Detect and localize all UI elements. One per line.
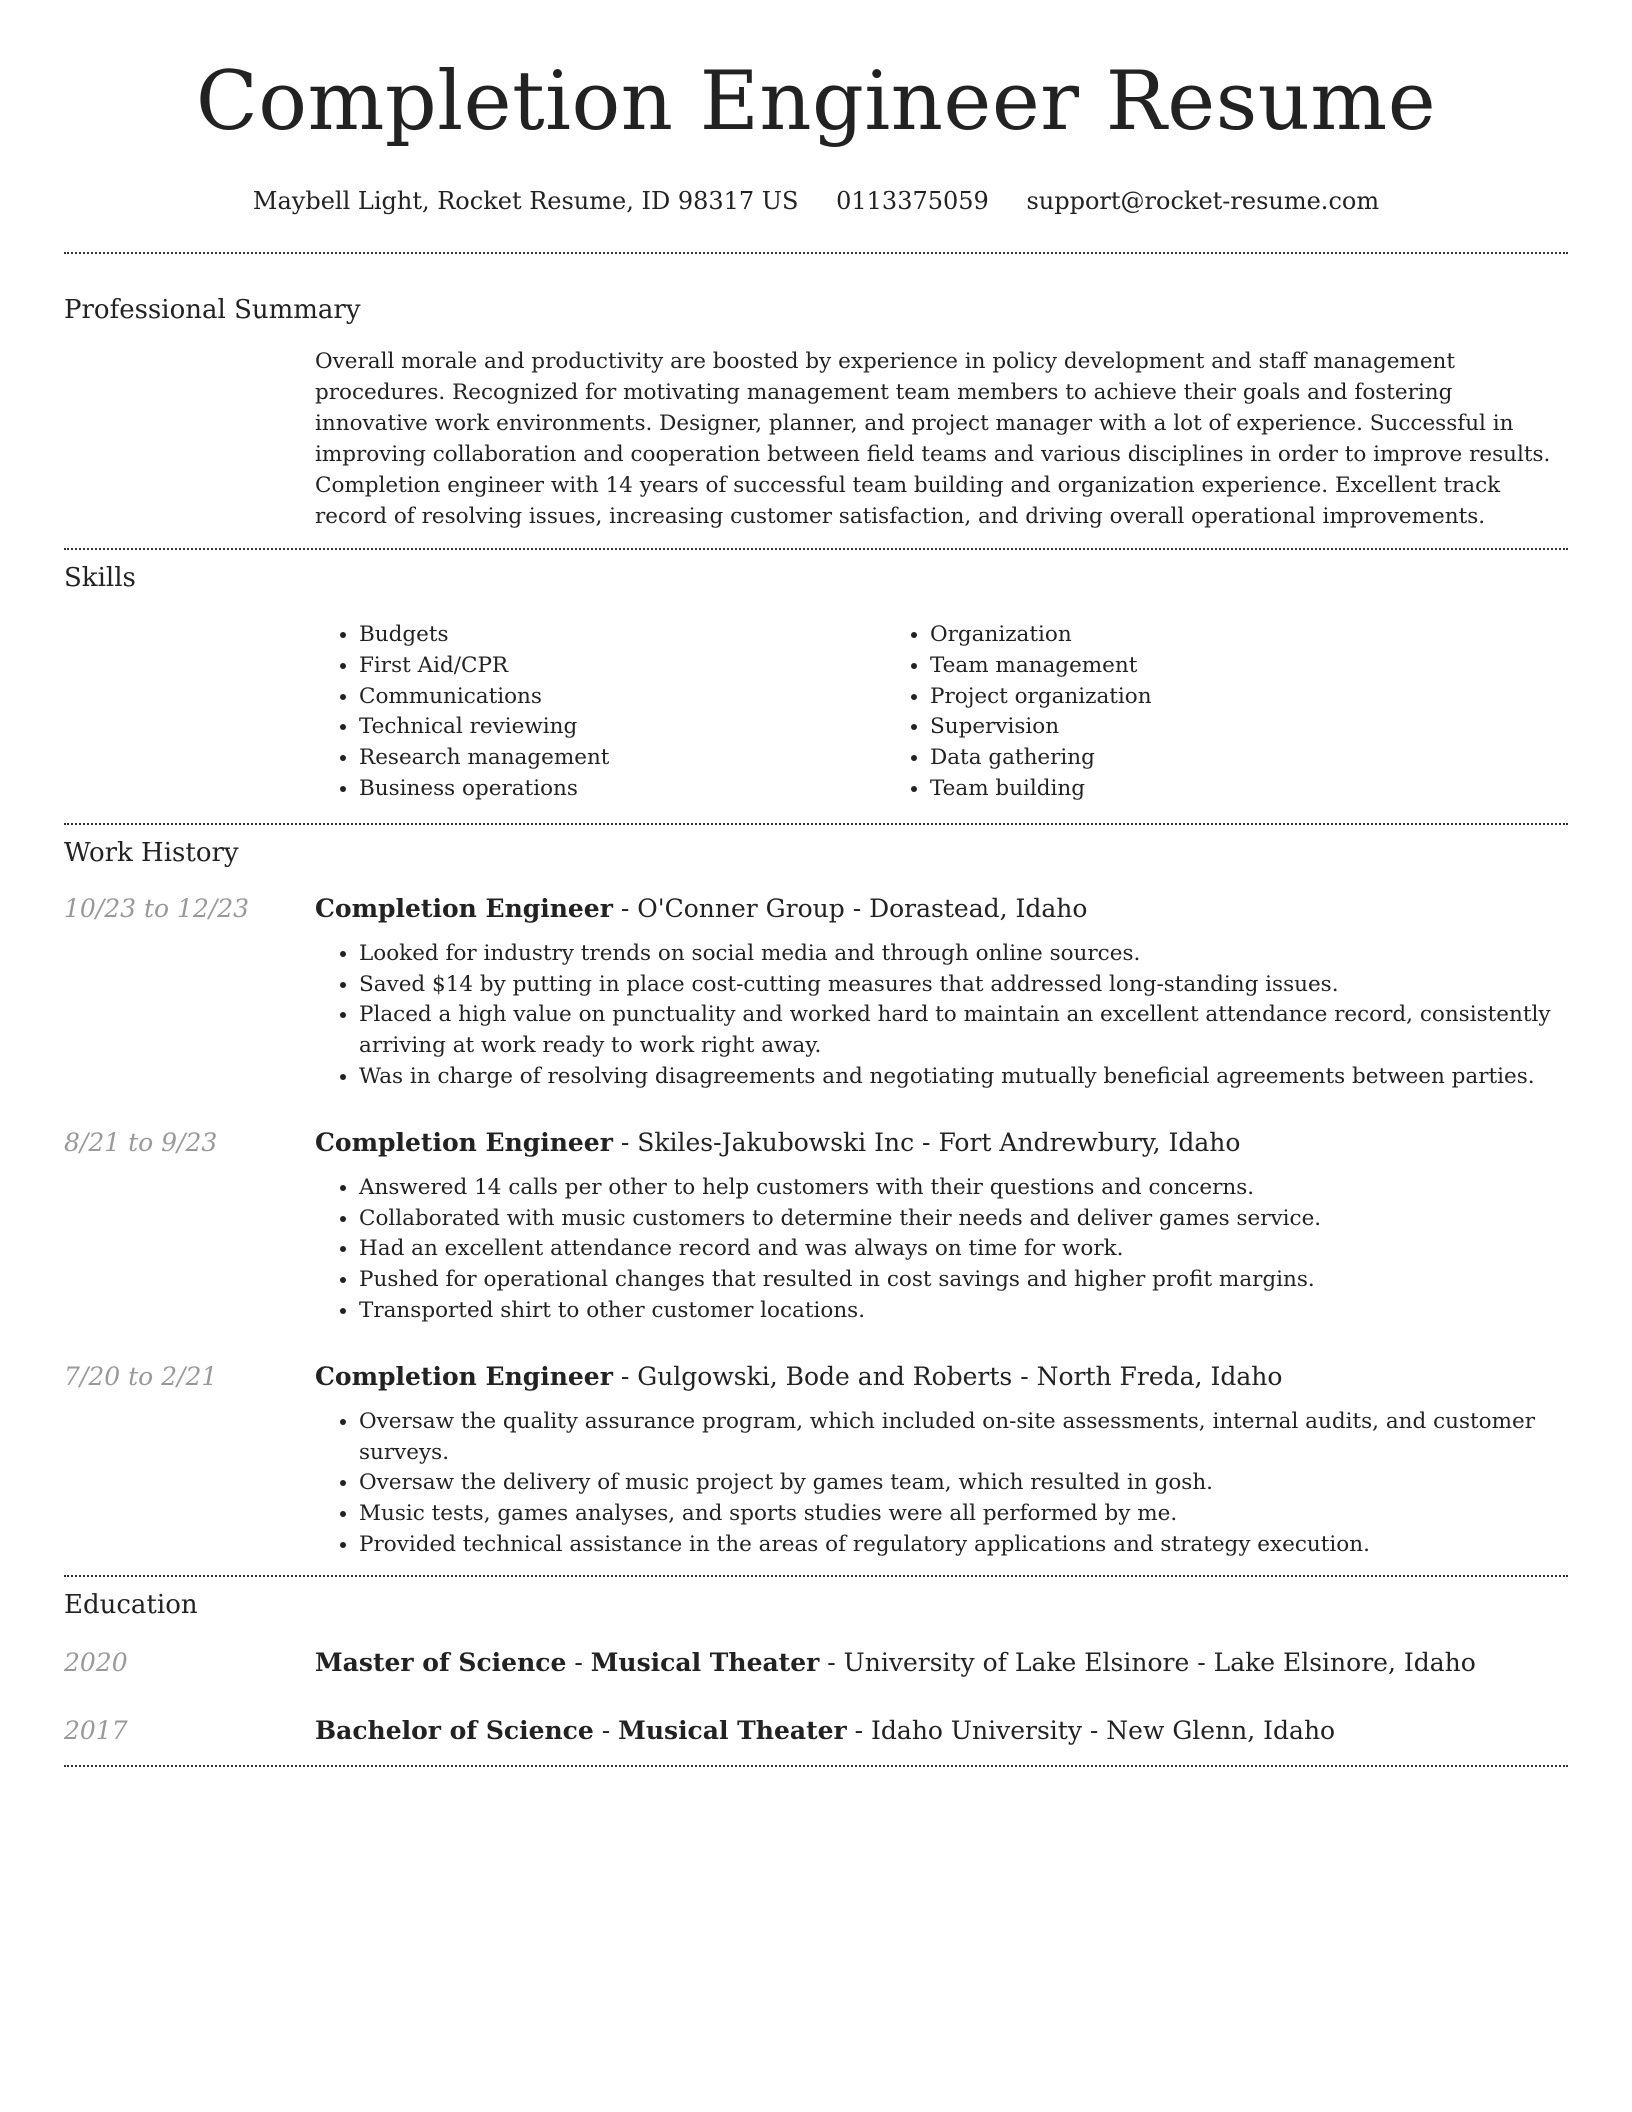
education-field: Musical Theater	[618, 1715, 847, 1745]
divider	[64, 252, 1568, 254]
job-role: Completion Engineer	[315, 1361, 613, 1391]
education-heading	[315, 1647, 1476, 1679]
skill-item: • Supervision	[930, 712, 1457, 743]
job-employer-location: - Skiles-Jakubowski Inc - Fort Andrewbury, Idaho	[612, 1127, 1241, 1157]
skill-item: • First Aid/CPR	[359, 651, 886, 682]
job-heading	[315, 1361, 1568, 1393]
job-bullet: • Oversaw the quality assurance program, which included on-site assessments, internal audits, and customer surveys.	[359, 1407, 1568, 1469]
education-separator: -	[566, 1647, 591, 1677]
skill-item: • Communications	[359, 682, 886, 713]
contact-phone: 0113375059	[836, 187, 989, 215]
job-employer-location: - Gulgowski, Bode and Roberts - North Freda, Idaho	[612, 1361, 1283, 1391]
education-degree: Bachelor of Science	[315, 1715, 594, 1745]
skills-grid	[315, 620, 1568, 805]
job-bullets	[315, 1407, 1568, 1561]
skill-item: • Data gathering	[930, 743, 1457, 774]
job-employer-location: - O'Conner Group - Dorastead, Idaho	[612, 893, 1088, 923]
work-section-title: Work History	[64, 837, 239, 868]
skills-column-left	[315, 620, 886, 805]
job-bullet: • Answered 14 calls per other to help customers with their questions and concerns.	[359, 1173, 1568, 1204]
education-year: 2020	[64, 1647, 128, 1677]
divider	[64, 1575, 1568, 1577]
education-school-location: - University of Lake Elsinore - Lake Elsinore, Idaho	[819, 1647, 1476, 1677]
education-year: 2017	[64, 1715, 128, 1745]
education-entry	[64, 1647, 1568, 1679]
job-bullet: • Placed a high value on punctuality and worked hard to maintain an excellent attendance record, consistently arriving at work ready to work right away.	[359, 1000, 1568, 1062]
job-bullet: • Transported shirt to other customer locations.	[359, 1296, 1568, 1327]
job-bullets	[315, 939, 1568, 1093]
education-heading	[315, 1715, 1335, 1747]
education-school-location: - Idaho University - New Glenn, Idaho	[846, 1715, 1336, 1745]
job-bullet: • Provided technical assistance in the areas of regulatory applications and strategy execution.	[359, 1530, 1568, 1561]
divider	[64, 1765, 1568, 1767]
skill-item: • Team building	[930, 774, 1457, 805]
job-bullets	[315, 1173, 1568, 1327]
education-separator: -	[593, 1715, 619, 1745]
job-entry	[64, 893, 1568, 1093]
job-dates: 10/23 to 12/23	[64, 893, 250, 923]
job-role: Completion Engineer	[315, 893, 613, 923]
contact-email: support@rocket-resume.com	[1026, 187, 1380, 215]
job-body	[315, 1361, 1568, 1561]
divider	[64, 823, 1568, 825]
education-entry	[64, 1715, 1568, 1747]
skills-column-right	[886, 620, 1457, 805]
summary-section-title: Professional Summary	[64, 295, 361, 325]
job-heading	[315, 1127, 1568, 1159]
job-bullet: • Had an excellent attendance record and was always on time for work.	[359, 1234, 1568, 1265]
skill-item: • Project organization	[930, 682, 1457, 713]
job-body	[315, 893, 1568, 1093]
skill-item: • Research management	[359, 743, 886, 774]
education-field: Musical Theater	[590, 1647, 820, 1677]
skill-item: • Business operations	[359, 774, 886, 805]
skill-item: • Technical reviewing	[359, 712, 886, 743]
job-bullet: • Pushed for operational changes that resulted in cost savings and higher profit margins.	[359, 1265, 1568, 1296]
job-bullet: • Music tests, games analyses, and sports studies were all performed by me.	[359, 1499, 1568, 1530]
job-bullet: • Saved $14 by putting in place cost-cutting measures that addressed long-standing issues.	[359, 970, 1568, 1001]
job-heading	[315, 893, 1568, 925]
job-entry	[64, 1361, 1568, 1561]
contact-address: Maybell Light, Rocket Resume, ID 98317 US	[252, 187, 799, 215]
job-bullet: • Oversaw the delivery of music project by games team, which resulted in gosh.	[359, 1468, 1568, 1499]
job-dates: 7/20 to 2/21	[64, 1361, 218, 1391]
skill-item: • Organization	[930, 620, 1457, 651]
summary-text: Overall morale and productivity are boosted by experience in policy development and staff management procedures. Recognized for motivating management team members to achieve their goals and fostering innovative work environments. Designer, planner, and project manager with a lot of experience. Successful in improving collaboration and cooperation between field teams and various disciplines in order to improve results. Completion engineer with 14 years of successful team building and organization experience. Excellent track record of resolving issues, increasing customer satisfaction, and driving overall operational improvements.	[315, 349, 1551, 529]
education-section-title: Education	[64, 1589, 198, 1620]
job-role: Completion Engineer	[315, 1127, 613, 1157]
job-bullet: • Collaborated with music customers to determine their needs and deliver games service.	[359, 1204, 1568, 1235]
skills-section-title: Skills	[64, 563, 136, 593]
job-bullet: • Looked for industry trends on social media and through online sources.	[359, 939, 1568, 970]
divider	[64, 548, 1568, 550]
job-bullet: • Was in charge of resolving disagreements and negotiating mutually beneficial agreements between parties.	[359, 1062, 1568, 1093]
contact-line	[64, 186, 1568, 216]
job-body	[315, 1127, 1568, 1327]
education-degree: Master of Science	[315, 1647, 567, 1677]
job-entry	[64, 1127, 1568, 1327]
resume-title: Completion Engineer Resume	[195, 55, 1437, 149]
skill-item: • Team management	[930, 651, 1457, 682]
skill-item: • Budgets	[359, 620, 886, 651]
job-dates: 8/21 to 9/23	[64, 1127, 218, 1157]
